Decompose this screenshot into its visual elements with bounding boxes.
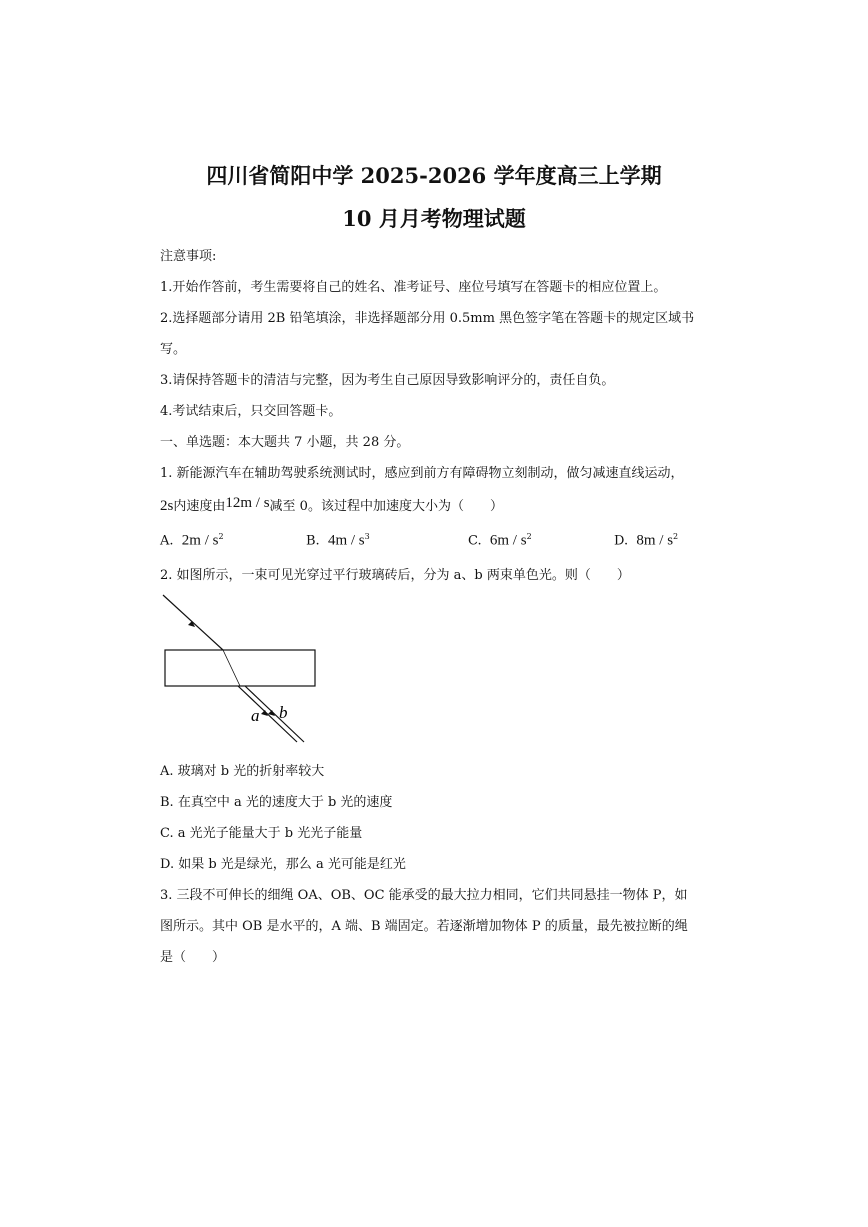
refracted-ray-inside: [223, 650, 240, 686]
question-2-stem: 2. 如图所示，一束可见光穿过平行玻璃砖后，分为 a、b 两束单色光。则（ ）: [160, 568, 630, 583]
time-formula: 2s: [160, 498, 174, 514]
stem-text: 内速度由: [173, 499, 226, 514]
question-3-stem-line3: 是（ ）: [160, 950, 226, 965]
question-2-option: D. 如果 b 光是绿光，那么 a 光可能是红光: [160, 857, 406, 872]
notice-heading: 注意事项:: [160, 249, 217, 264]
question-3-stem-line2: 图所示。其中 OB 是水平的，A 端、B 端固定。若逐渐增加物体 P 的质量，最先被拉断的绳: [160, 919, 688, 934]
question-1-option: C. $6m / s^2$: [468, 532, 532, 549]
glass-slab-figure: [150, 590, 320, 750]
question-1-stem: 1. 新能源汽车在辅助驾驶系统测试时，感应到前方有障碍物立刻制动，做匀减速直线运动，: [160, 466, 684, 481]
exam-title-line2: 10 月月考物理试题: [342, 206, 526, 231]
label-a: a: [251, 706, 260, 725]
question-1-option: B. $4m / s^3$: [306, 532, 370, 549]
notice-item: 写。: [160, 342, 187, 357]
question-1-option: D. $8m / s^2$: [614, 532, 679, 549]
question-1-stem-line2: [160, 495, 503, 515]
question-2-option: A. 玻璃对 b 光的折射率较大: [160, 764, 325, 779]
exam-title-line1: 四川省简阳中学 2025-2026 学年度高三上学期: [206, 163, 662, 188]
glass-slab: [165, 650, 315, 686]
incident-ray: [163, 595, 223, 650]
section-heading: 一、单选题：本大题共 7 小题，共 28 分。: [160, 435, 410, 450]
question-2-option: B. 在真空中 a 光的速度大于 b 光的速度: [160, 795, 393, 810]
question-2-option: C. a 光光子能量大于 b 光光子能量: [160, 826, 363, 841]
notice-item: 4.考试结束后，只交回答题卡。: [160, 404, 342, 419]
ray-a: [238, 686, 297, 742]
question-3-stem: 3. 三段不可伸长的细绳 OA、OB、OC 能承受的最大拉力相同，它们共同悬挂一物体 P，如: [160, 888, 688, 903]
stem-text: 减至 0。该过程中加速度大小为（ ）: [269, 499, 503, 514]
notice-item: 1.开始作答前，考生需要将自己的姓名、准考证号、座位号填写在答题卡的相应位置上。: [160, 280, 667, 295]
notice-item: 3.请保持答题卡的清洁与完整，因为考生自己原因导致影响评分的，责任自负。: [160, 373, 615, 388]
velocity-formula: 12m / s: [225, 495, 270, 511]
question-1-option: A. $2m / s^2$: [160, 532, 224, 549]
notice-item: 2.选择题部分请用 2B 铅笔填涂，非选择题部分用 0.5mm 黑色签字笔在答题卡的规定区域书: [160, 311, 695, 326]
label-b: b: [279, 703, 288, 722]
